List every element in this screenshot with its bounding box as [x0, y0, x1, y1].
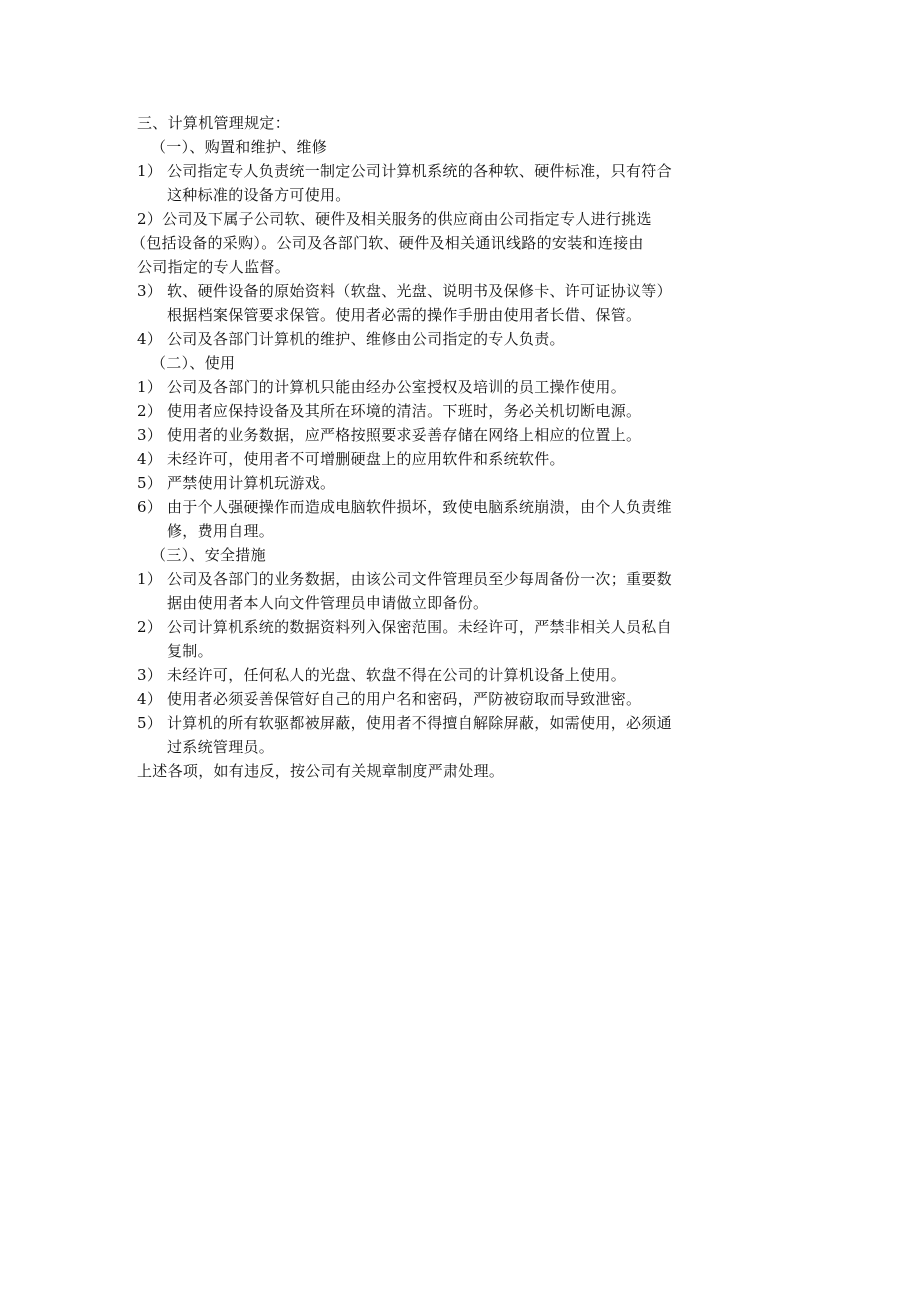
item-text: 计算机的所有软驱都被屏蔽，使用者不得擅自解除屏蔽，如需使用，必须通	[167, 714, 672, 732]
item-text: 公司及各部门计算机的维护、维修由公司指定的专人负责。	[167, 330, 565, 348]
item-text: 修，费用自理。	[167, 522, 275, 540]
item-text: 复制。	[167, 642, 213, 660]
item-text: 公司及下属子公司软、硬件及相关服务的供应商由公司指定专人进行挑选	[162, 210, 652, 228]
item-text: （包括设备的采购）。公司及各部门软、硬件及相关通讯线路的安装和连接由	[131, 234, 644, 252]
item-number: 3）	[137, 666, 163, 684]
document-title: 三、计算机管理规定：	[137, 114, 291, 132]
item-text: 软、硬件设备的原始资料（软盘、光盘、说明书及保修卡、许可证协议等）	[167, 282, 672, 300]
section-heading-purchase: （一）、购置和维护、维修	[151, 138, 328, 156]
item-number: 5）	[137, 714, 163, 732]
item-number: 1）	[137, 162, 163, 180]
item-number: 1）	[137, 378, 163, 396]
item-text: 公司及各部门的计算机只能由经办公室授权及培训的员工操作使用。	[167, 378, 627, 396]
item-text: 使用者应保持设备及其所在环境的清洁。下班时，务必关机切断电源。	[167, 402, 642, 420]
list-item	[137, 423, 787, 447]
item-text: 公司指定专人负责统一制定公司计算机系统的各种软、硬件标准，只有符合	[167, 162, 672, 180]
item-text: 由于个人强硬操作而造成电脑软件损坏，致使电脑系统崩溃，由个人负责维	[167, 498, 672, 516]
list-item	[131, 207, 787, 279]
list-item	[137, 399, 787, 423]
item-text: 过系统管理员。	[167, 738, 275, 756]
item-text: 未经许可，使用者不可增删硬盘上的应用软件和系统软件。	[167, 450, 565, 468]
section-heading-security: （三）、安全措施	[151, 546, 266, 564]
item-number: 6）	[137, 498, 163, 516]
item-text: 公司指定的专人监督。	[137, 258, 291, 276]
item-number: 4）	[137, 690, 163, 708]
item-number: 2）	[137, 618, 163, 636]
item-number: 4）	[137, 330, 163, 348]
list-item	[137, 327, 787, 351]
list-item	[137, 375, 787, 399]
item-text: 据由使用者本人向文件管理员申请做立即备份。	[167, 594, 489, 612]
list-item	[137, 495, 787, 543]
item-text: 未经许可，任何私人的光盘、软盘不得在公司的计算机设备上使用。	[167, 666, 627, 684]
list-item	[137, 567, 787, 615]
list-item	[137, 615, 787, 663]
item-number: 3）	[137, 426, 163, 444]
item-number: 2）	[137, 210, 163, 228]
item-text: 公司计算机系统的数据资料列入保密范围。未经许可，严禁非相关人员私自	[167, 618, 672, 636]
list-item	[137, 711, 787, 759]
section-heading-usage: （二）、使用	[151, 354, 236, 372]
list-item	[137, 279, 787, 327]
list-item	[137, 687, 787, 711]
item-number: 4）	[137, 450, 163, 468]
item-text: 根据档案保管要求保管。使用者必需的操作手册由使用者长借、保管。	[167, 306, 642, 324]
item-text: 这种标准的设备方可使用。	[167, 186, 351, 204]
item-text: 使用者必须妥善保管好自己的用户名和密码，严防被窃取而导致泄密。	[167, 690, 642, 708]
list-item	[137, 447, 787, 471]
list-item	[137, 159, 787, 207]
item-number: 2）	[137, 402, 163, 420]
item-text: 使用者的业务数据，应严格按照要求妥善存储在网络上相应的位置上。	[167, 426, 642, 444]
item-number: 5）	[137, 474, 163, 492]
item-number: 3）	[137, 282, 163, 300]
item-number: 1）	[137, 570, 163, 588]
list-item	[137, 663, 787, 687]
closing-statement: 上述各项，如有违反，按公司有关规章制度严肃处理。	[137, 762, 505, 780]
list-item	[137, 471, 787, 495]
document-body	[131, 111, 787, 783]
item-text: 严禁使用计算机玩游戏。	[167, 474, 336, 492]
item-text: 公司及各部门的业务数据，由该公司文件管理员至少每周备份一次；重要数	[167, 570, 672, 588]
